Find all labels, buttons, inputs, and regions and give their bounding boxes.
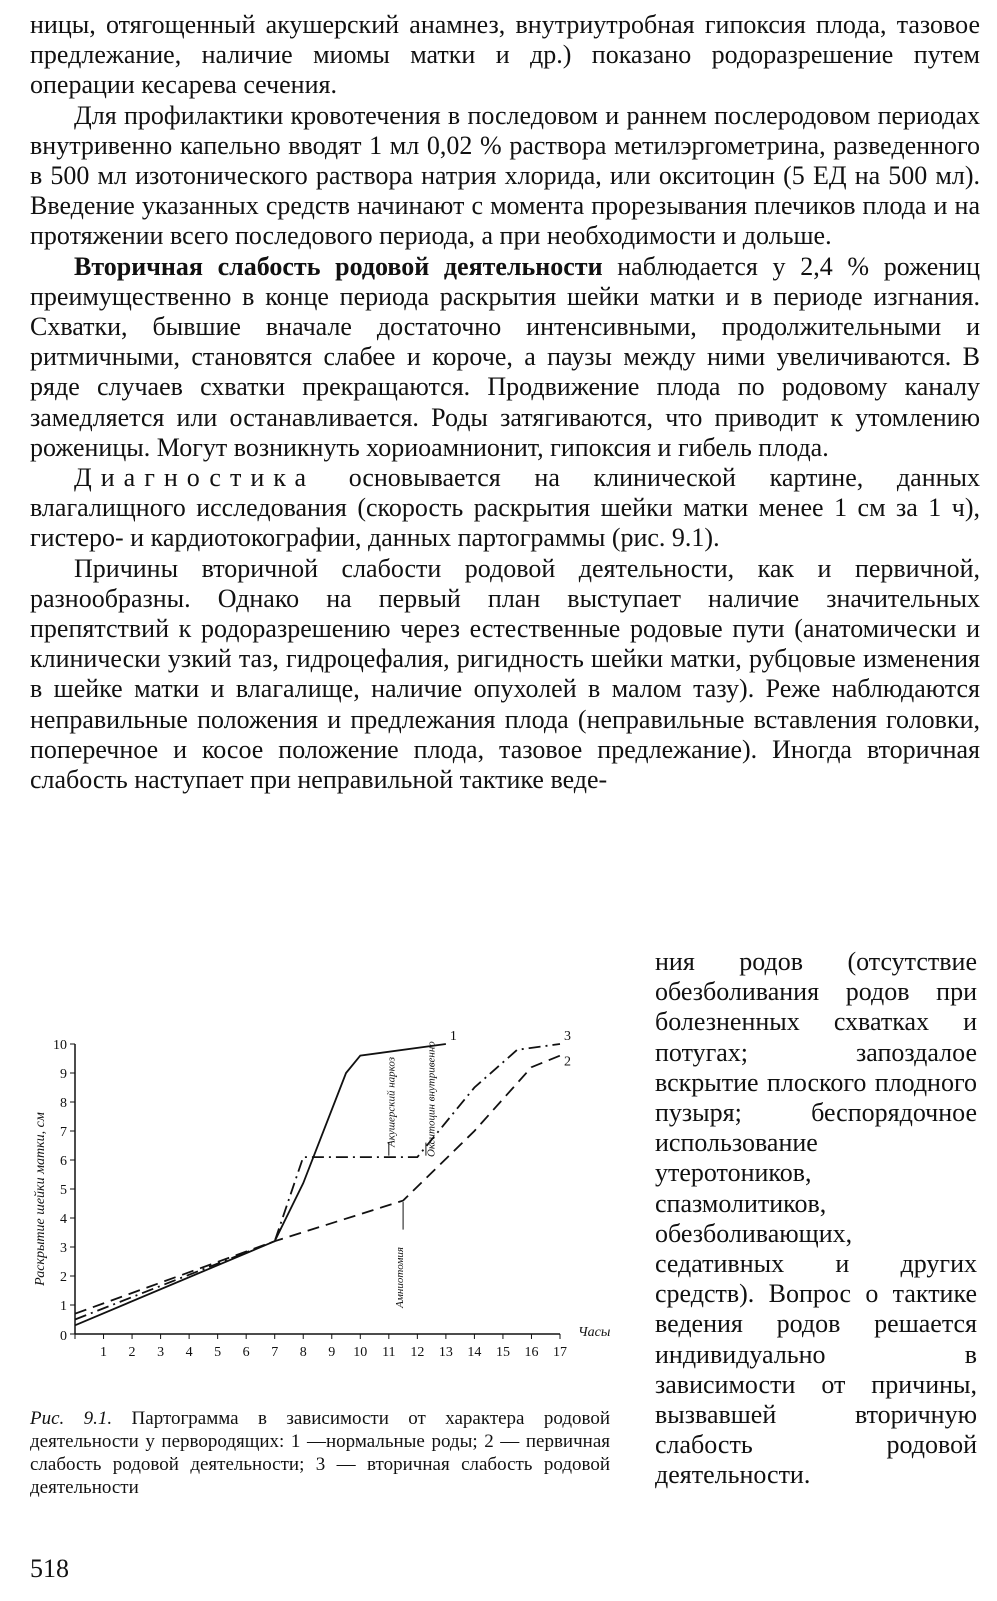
x-tick-label: 12 (410, 1345, 425, 1360)
x-tick-label: 3 (157, 1345, 165, 1360)
side-paragraph: ния родов (отсутствие обезболивания родов при болезненных схватках и потугах; запоздалое вскрытие плоского плодного пузыря; беспорядочное использование утеротоников, спазмолитиков, обезболивающих, седативных и других средств). Вопрос о тактике ведения родов решается индивидуально в зависимости от причины, вызвавшей вторичную слабость родовой деятельности. (655, 947, 977, 1490)
x-tick-label: 5 (214, 1345, 222, 1360)
x-tick-label: 15 (495, 1345, 510, 1360)
partogram-chart (30, 1027, 650, 1407)
series-3-line (75, 1044, 560, 1320)
y-tick-label: 7 (60, 1125, 67, 1140)
x-tick-label: 17 (553, 1345, 567, 1360)
x-tick-label: 1 (100, 1345, 108, 1360)
paragraph-3-text: наблюдается у 2,4 % рожениц преимущественно в конце периода раскрытия шейки матки и в периоде изгнания. Схватки, бывшие вначале достаточно интенсивными, продолжительными и ритмичными, становятся слабее и короче, а паузы между ними увеличиваются. В ряде случаев схватки прекращаются. Продвижение плода по родовому каналу замедляется или останавливается. Роды затягиваются, что приводит к утомлению роженицы. Могут возникнуть хориоамнионит, гипоксия и гибель плода. (30, 251, 980, 462)
x-tick-label: 7 (271, 1345, 279, 1360)
x-tick-label: 8 (299, 1345, 307, 1360)
y-tick-label: 8 (60, 1096, 67, 1111)
annotation-label: Окситоцин внутривенно (425, 1041, 438, 1158)
figure-caption-text: Партограмма в зависимости от характера родовой деятельности у первородящих: 1 —нормальные роды; 2 — первичная слабость родовой деятельности; 3 — вторичная слабость родовой деятельности (30, 1408, 610, 1498)
x-tick-label: 13 (438, 1345, 453, 1360)
annotation-label: Амниотомия (394, 1247, 407, 1308)
y-tick-label: 6 (60, 1154, 67, 1169)
x-axis-label: Часы (578, 1325, 611, 1340)
figure-caption (30, 1407, 610, 1499)
y-tick-label: 9 (60, 1067, 67, 1082)
paragraph-5: Причины вторичной слабости родовой деятельности, как и первичной, разнообразны. Однако на первый план выступает наличие значительных препятствий к родоразрешению через естественные родовые пути (анатомически и клинически узкий таз, гидроцефалия, ригидность шейки матки, рубцовые изменения в шейке матки и влагалище, наличие опухолей в малом тазу). Реже наблюдаются неправильные положения и предлежания плода (неправильные вставления головки, поперечное и косое положение плода, тазовое предлежание). Иногда вторичная слабость наступает при неправильной тактике веде- (30, 553, 980, 795)
paragraph-4-heading: Диагностика (74, 463, 316, 493)
page-number: 518 (30, 1554, 69, 1583)
y-tick-label: 2 (60, 1270, 67, 1285)
chart-ticks (33, 1038, 610, 1360)
figure-label: Рис. 9.1. (30, 1408, 113, 1429)
x-tick-label: 2 (128, 1345, 136, 1360)
y-tick-label: 10 (53, 1038, 67, 1053)
paragraph-4-text: основывается на клинической картине, данных влагалищного исследования (скорость раскрытия шейки матки менее 1 см за 1 ч), гистеро- и кардиотокографии, данных партограммы (рис. 9.1). (30, 463, 980, 553)
paragraph-3 (30, 252, 980, 463)
chart-series (75, 1029, 571, 1325)
y-tick-label: 3 (60, 1241, 67, 1256)
paragraph-4 (30, 463, 980, 554)
series-2-label: 2 (564, 1054, 571, 1070)
y-tick-label: 5 (60, 1183, 67, 1198)
x-tick-label: 6 (242, 1345, 250, 1360)
side-column (655, 947, 977, 1491)
x-tick-label: 11 (382, 1345, 396, 1360)
main-text (30, 10, 980, 795)
x-tick-label: 9 (328, 1345, 336, 1360)
x-tick-label: 14 (467, 1345, 482, 1360)
x-tick-label: 16 (524, 1345, 539, 1360)
y-tick-label: 1 (60, 1299, 67, 1314)
paragraph-2: Для профилактики кровотечения в последовом и раннем послеродовом периодах внутривенно капельно вводят 1 мл 0,02 % раствора метилэргометрина, разведенного в 500 мл изотонического раствора натрия хлорида, или окситоцин (5 ЕД на 500 мл). Введение указанных средств начинают с момента прорезывания плечиков плода и на протяжении всего последового периода, а при необходимости и дольше. (30, 100, 980, 251)
paragraph-1: ницы, отягощенный акушерский анамнез, внутриутробная гипоксия плода, тазовое предлежание, наличие миомы матки и др.) показано родоразрешение путем операции кесарева сечения. (30, 10, 980, 100)
series-1-label: 1 (449, 1029, 457, 1044)
y-axis-label: Раскрытие шейки матки, см (33, 1112, 48, 1286)
annotation-label: Акушерский наркоз (385, 1056, 398, 1148)
origin-label: 0 (60, 1329, 67, 1344)
x-tick-label: 10 (353, 1345, 368, 1360)
paragraph-3-heading: Вторичная слабость родовой деятельности (74, 251, 603, 281)
y-tick-label: 4 (60, 1212, 67, 1227)
series-3-label: 3 (564, 1029, 571, 1044)
series-2-line (75, 1056, 560, 1314)
x-tick-label: 4 (185, 1345, 193, 1360)
